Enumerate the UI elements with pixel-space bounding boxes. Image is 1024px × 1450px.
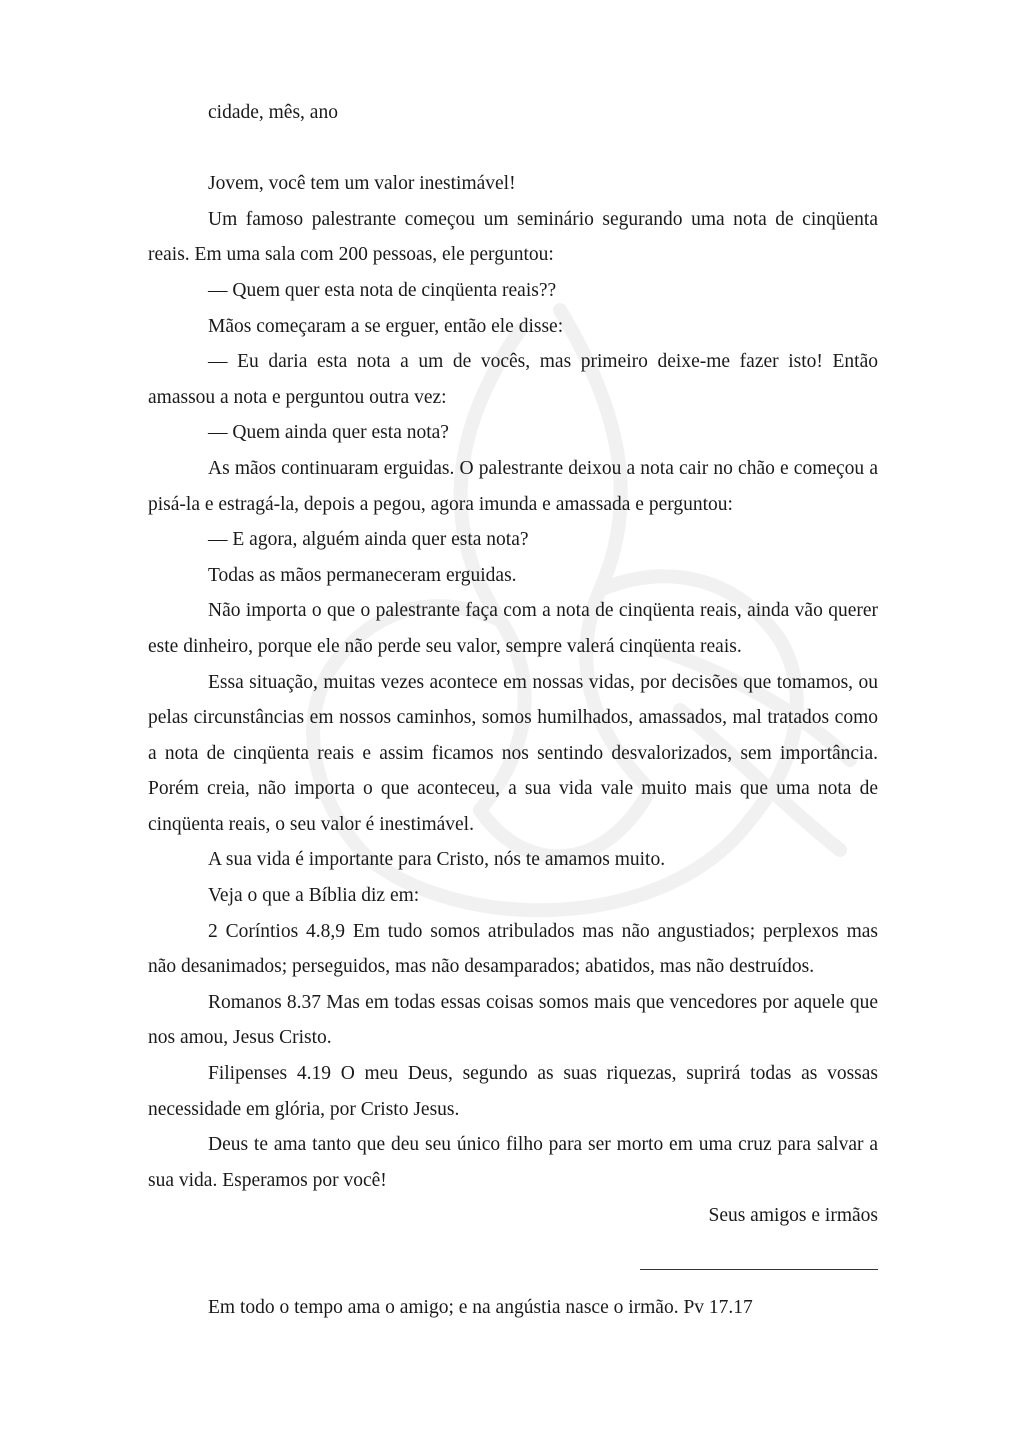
paragraph: Um famoso palestrante começou um seminário segurando uma nota de cinqüenta reais. Em uma sala com 200 pessoas, ele perguntou:: [148, 208, 878, 266]
signature-text: Seus amigos e irmãos: [708, 1205, 878, 1227]
paragraph: Mãos começaram a se erguer, então ele disse:: [208, 315, 564, 337]
paragraph: Todas as mãos permaneceram erguidas.: [208, 564, 517, 586]
letter-body: [148, 95, 878, 1325]
paragraph: Filipenses 4.19 O meu Deus, segundo as suas riquezas, suprirá todas as vossas necessidade em glória, por Cristo Jesus.: [148, 1063, 878, 1120]
signature-line: [640, 1243, 878, 1270]
paragraph: Jovem, você tem um valor inestimável!: [208, 173, 516, 195]
paragraph: Veja o que a Bíblia diz em:: [208, 885, 420, 907]
paragraph: Não importa o que o palestrante faça com a nota de cinqüenta reais, ainda vão querer este dinheiro, porque ele não perde seu valor, sempre valerá cinqüenta reais.: [148, 600, 878, 657]
paragraph: — Quem ainda quer esta nota?: [208, 422, 449, 444]
paragraph: As mãos continuaram erguidas. O palestrante deixou a nota cair no chão e começou a pisá-la e estragá-la, depois a pegou, agora imunda e amassada e perguntou:: [148, 457, 878, 515]
paragraph: Romanos 8.37 Mas em todas essas coisas somos mais que vencedores por aquele que nos amou, Jesus Cristo.: [148, 991, 878, 1049]
paragraph: — Eu daria esta nota a um de vocês, mas primeiro deixe-me fazer isto! Então amassou a nota e perguntou outra vez:: [148, 351, 878, 408]
paragraph: — Quem quer esta nota de cinqüenta reais??: [208, 279, 557, 301]
paragraph: — E agora, alguém ainda quer esta nota?: [208, 529, 529, 551]
paragraph: A sua vida é importante para Cristo, nós te amamos muito.: [208, 849, 666, 871]
place-date: cidade, mês, ano: [208, 102, 338, 123]
paragraph: 2 Coríntios 4.8,9 Em tudo somos atribulados mas não angustiados; perplexos mas não desanimados; perseguidos, mas não desamparados; abatidos, mas não destruídos.: [148, 920, 878, 978]
footer-verse: Em todo o tempo ama o amigo; e na angústia nasce o irmão. Pv 17.17: [208, 1296, 753, 1318]
paragraph: Deus te ama tanto que deu seu único filho para ser morto em uma cruz para salvar a sua vida. Esperamos por você!: [148, 1134, 878, 1191]
paragraph: Essa situação, muitas vezes acontece em nossas vidas, por decisões que tomamos, ou pelas circunstâncias em nossos caminhos, somos humilhados, amassados, mal tratados como a nota de cinqüenta reais e assim ficamos nos sentindo desvalorizados, sem importância. Porém creia, não importa o que aconteceu, a sua vida vale muito mais que uma nota de cinqüenta reais, o seu valor é inestimável.: [148, 671, 878, 835]
signature-line-row: [148, 1234, 878, 1270]
